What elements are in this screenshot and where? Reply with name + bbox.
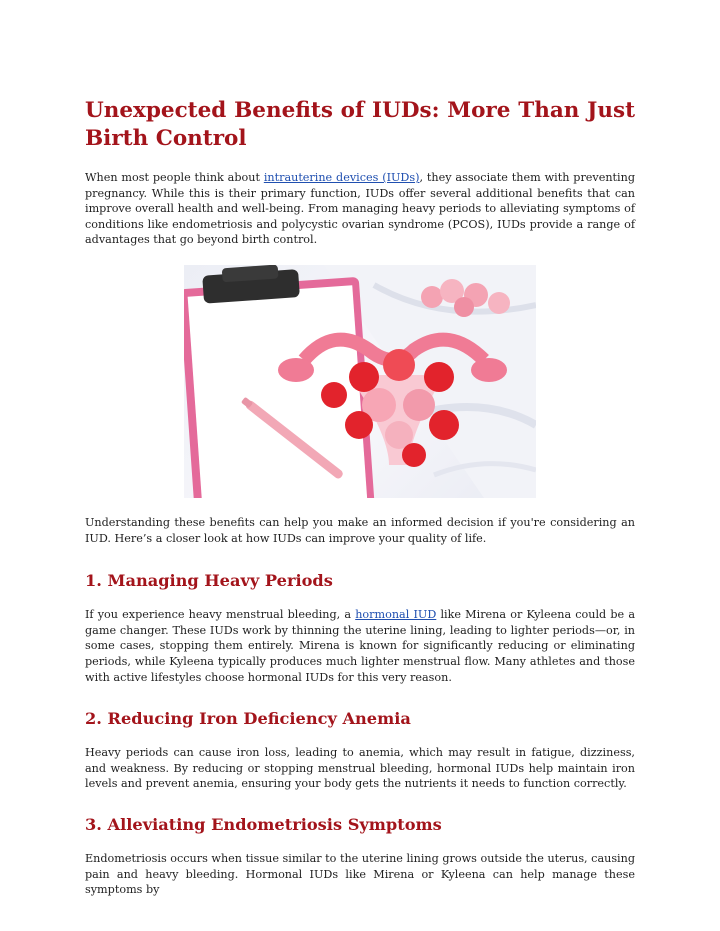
section-3-paragraph: Endometriosis occurs when tissue similar to the uterine lining grows outside the uterus, causing pain and heavy bleeding. Hormonal IUDs like Mirena or Kyleena can help manage these symptoms by [85, 851, 635, 897]
section-1-paragraph [85, 607, 635, 685]
hero-image [184, 265, 536, 498]
intro-text-start: When most people think about [85, 171, 264, 184]
section-3-heading: 3. Alleviating Endometriosis Symptoms [85, 814, 442, 834]
clipboard-uterus-illustration [184, 265, 536, 498]
section-2-heading: 2. Reducing Iron Deficiency Anemia [85, 709, 411, 729]
section-2-paragraph: Heavy periods can cause iron loss, leading to anemia, which may result in fatigue, dizziness, and weakness. By reducing or stopping menstrual bleeding, hormonal IUDs help maintain iron levels and prevent anemia, ensuring your body gets the nutrients it needs to function correctly. [85, 746, 635, 791]
intro-paragraph [85, 170, 635, 248]
section-1-text-start: If you experience heavy menstrual bleeding, a [85, 608, 356, 622]
after-image-paragraph: Understanding these benefits can help you make an informed decision if you're considering an IUD. Here’s a closer look at how IUDs can improve your quality of life. [85, 515, 635, 545]
section-1-text-end: like Mirena or Kyleena could be a game changer. These IUDs work by thinning the uterine lining, leading to lighter periods—or, in some cases, stopping them entirely. Mirena is known for significantly reducing or eliminating periods, while Kyleena typically produces much lighter menstrual flow. Many athletes and those with active lifestyles choose hormonal IUDs for this very reason. [85, 608, 635, 684]
hormonal-iud-link[interactable]: hormonal IUD [355, 608, 437, 622]
article [85, 97, 635, 898]
iud-link[interactable]: intrauterine devices (IUDs) [263, 171, 420, 184]
intro-text-end: , they associate them with preventing pregnancy. While this is their primary function, IUDs offer several additional benefits that can improve overall health and well-being. From managing heavy periods to alleviating symptoms of conditions like endometriosis and polycystic ovarian syndrome (PCOS), IUDs provide a range of advantages that go beyond birth control. [85, 171, 635, 247]
section-1-heading: 1. Managing Heavy Periods [85, 571, 333, 591]
page-title: Unexpected Benefits of IUDs: More Than Just Birth Control [85, 98, 635, 151]
